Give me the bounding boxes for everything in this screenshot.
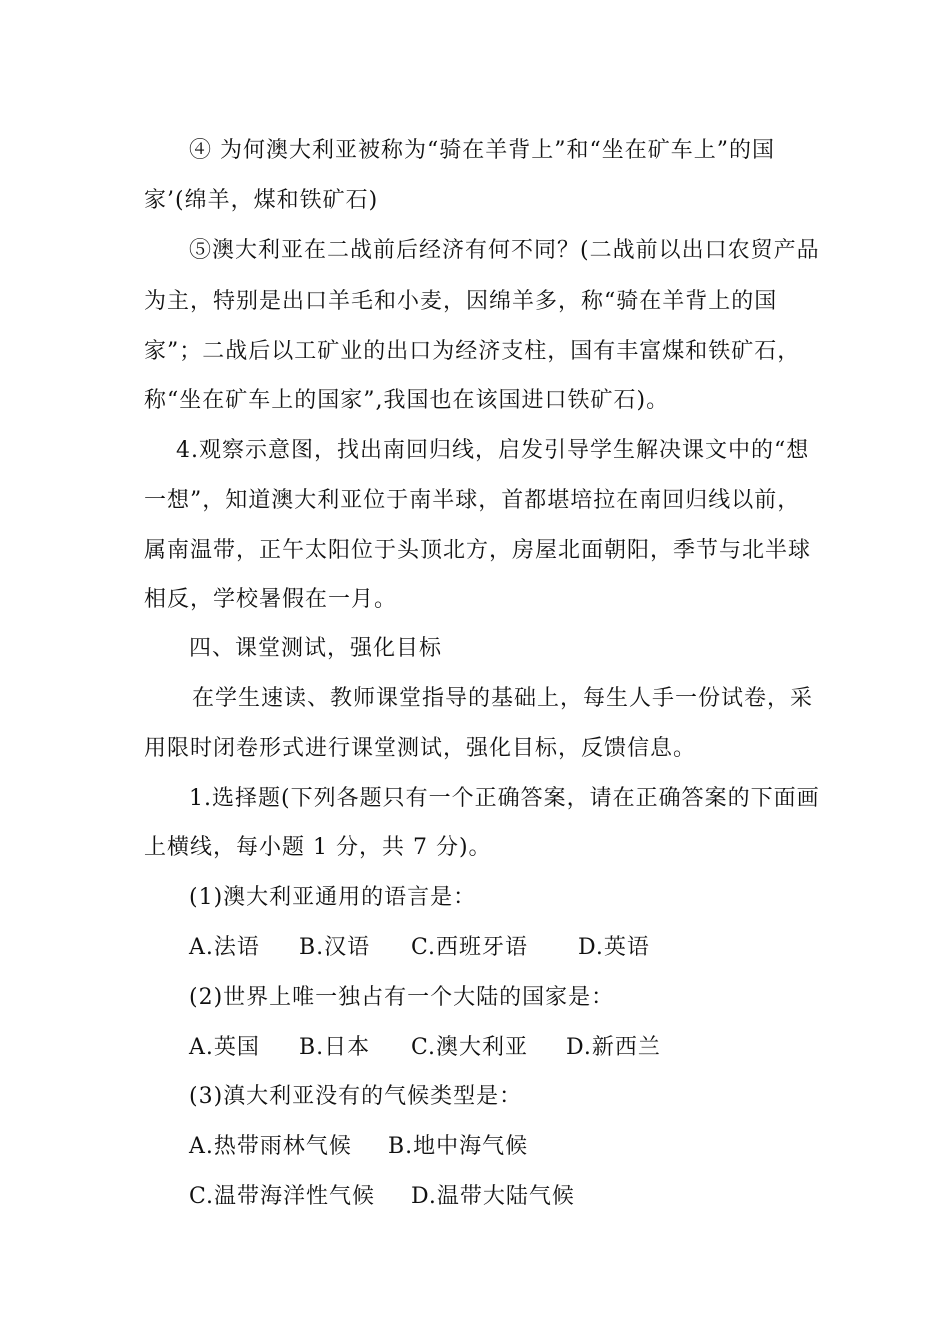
option-b: B.日本 [299, 1035, 371, 1060]
text-line: 家”；二战后以工矿业的出口为经济支柱，国有丰富煤和铁矿石， [144, 339, 801, 364]
text-line: 1.选择题(下列各题只有一个正确答案，请在正确答案的下面画 [189, 786, 820, 811]
option-d: D.新西兰 [566, 1035, 661, 1060]
text-line: ⑤澳大利亚在二战前后经济有何不同？(二战前以出口农贸产品 [189, 238, 820, 263]
text-line: 一想”，知道澳大利亚位于南半球，首都堪培拉在南回归线以前， [144, 488, 801, 513]
option-c: C.温带海洋性气候 [189, 1184, 376, 1209]
option-d: D.温带大陆气候 [411, 1184, 575, 1209]
option-c: C.西班牙语 [411, 935, 529, 960]
text-line: 用限时闭卷形式进行课堂测试，强化目标，反馈信息。 [144, 736, 697, 761]
text-line: 4.观察示意图，找出南回归线，启发引导学生解决课文中的“想 [176, 438, 810, 463]
text-line: 相反，学校暑假在一月。 [144, 587, 398, 612]
text-line: 家’(绵羊，煤和铁矿石) [144, 188, 379, 213]
text-line: 属南温带，正午太阳位于头顶北方，房屋北面朝阳，季节与北半球 [144, 538, 812, 563]
option-b: B.地中海气候 [388, 1134, 529, 1159]
option-a: A.法语 [189, 935, 260, 960]
option-c: C.澳大利亚 [411, 1035, 529, 1060]
section-heading: 四、课堂测试，强化目标 [189, 636, 443, 661]
option-d: D.英语 [578, 935, 650, 960]
text-line: 上横线，每小题 1 分，共 7 分)。 [144, 835, 492, 860]
question-3: (3)滇大利亚没有的气候类型是： [189, 1084, 523, 1109]
question-2: (2)世界上唯一独占有一个大陆的国家是： [189, 985, 615, 1010]
text-line: 为主，特别是出口羊毛和小麦，因绵羊多，称“骑在羊背上的国 [144, 289, 778, 314]
option-b: B.汉语 [299, 935, 371, 960]
text-line: ④ 为何澳大利亚被称为“骑在羊背上”和“坐在矿车上”的国 [189, 138, 775, 163]
text-line: 在学生速读、教师课堂指导的基础上，每生人手一份试卷，采 [192, 686, 814, 711]
question-1: (1)澳大利亚通用的语言是： [189, 885, 477, 910]
text-line: 称“坐在矿车上的国家”,我国也在该国进口铁矿石)。 [144, 388, 670, 413]
option-a: A.英国 [189, 1035, 260, 1060]
option-a: A.热带雨林气候 [189, 1134, 352, 1159]
